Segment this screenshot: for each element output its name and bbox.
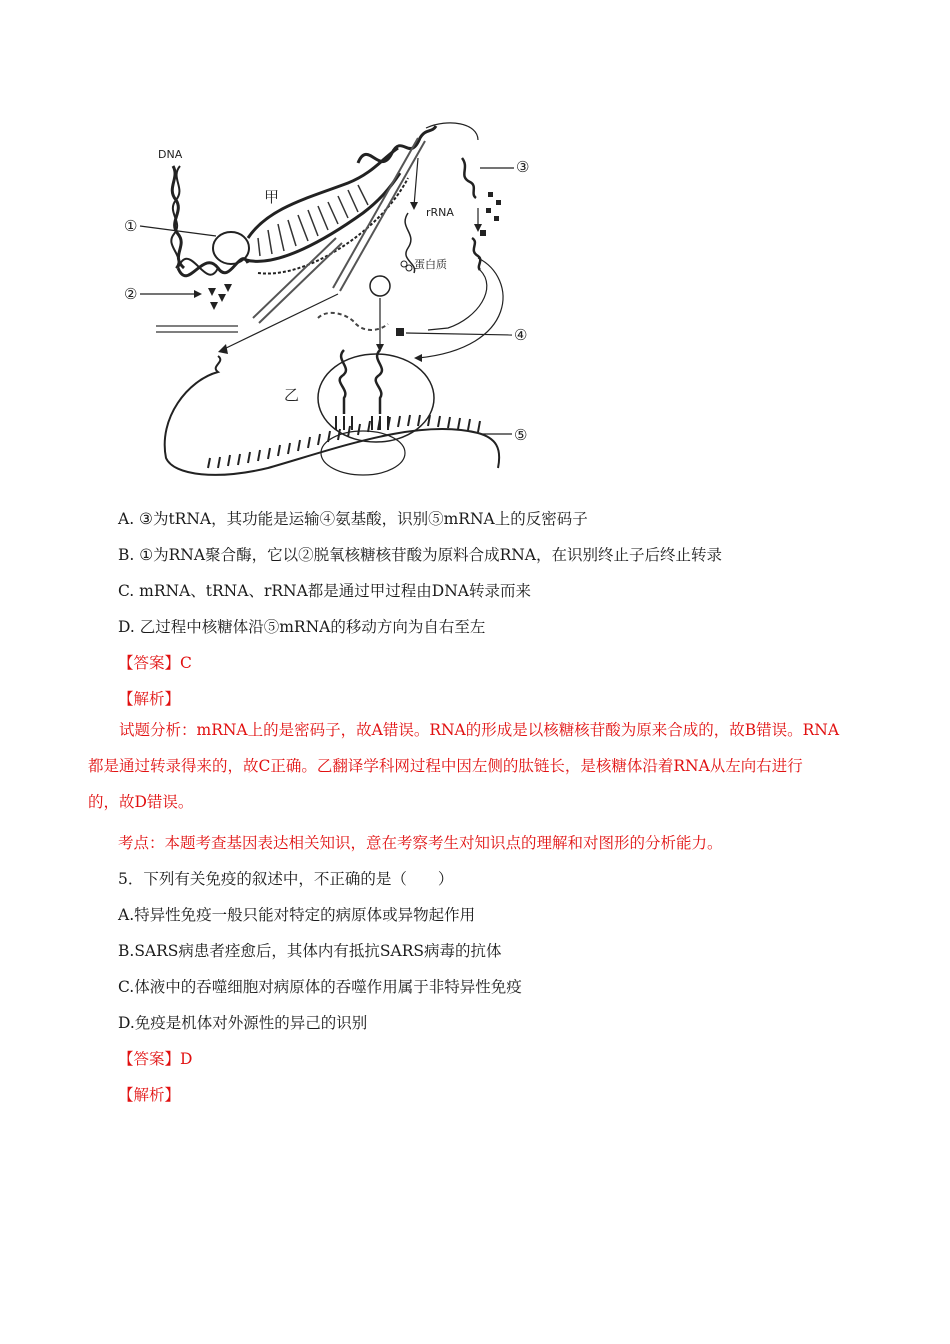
q5-stem: 5．下列有关免疫的叙述中，不正确的是（ ） — [118, 870, 454, 888]
q4-analysis-line-1 — [88, 712, 868, 748]
trna-return-path — [418, 258, 503, 358]
q4-option-a: A. ③为tRNA，其功能是运输④氨基酸，识别⑤mRNA上的反密码子 — [118, 510, 588, 528]
rna-strand-3 — [253, 238, 336, 318]
q4-kaodian: 考点：本题考查基因表达相关知识，意在考察考生对知识点的理解和对图形的分析能力。 — [118, 834, 723, 852]
trna-path — [428, 270, 487, 330]
q5-analysis-bracket: 【解析】 — [118, 1086, 181, 1104]
rna-polymerase — [213, 232, 249, 264]
diagram-svg — [118, 118, 538, 490]
q4-option-d: D. 乙过程中核糖体沿⑤mRNA的移动方向为自右至左 — [118, 618, 486, 636]
amino-acids — [486, 192, 501, 221]
label-3: ③ — [516, 158, 530, 176]
rna-strand-4 — [259, 243, 342, 323]
label-2: ② — [124, 285, 138, 303]
q4-analysis-line-3: 的，故D错误。 — [88, 793, 194, 811]
q5-answer-value: D — [180, 1050, 193, 1068]
q4-option-c: C. mRNA、tRNA、rRNA都是通过甲过程由DNA转录而来 — [118, 582, 531, 600]
q5-option-c: C.体液中的吞噬细胞对病原体的吞噬作用属于非特异性免疫 — [118, 978, 522, 996]
protein-dot-2 — [406, 265, 412, 271]
pointer-4 — [406, 333, 512, 335]
rrna-arrow-line — [414, 158, 418, 206]
ribosome-trna-1 — [340, 350, 346, 414]
protein-label: 蛋白质 — [414, 258, 447, 271]
dna-helix-top — [358, 126, 436, 163]
rrna-label: rRNA — [426, 206, 454, 219]
q4-analysis-text — [88, 712, 868, 820]
label-5: ⑤ — [514, 426, 528, 444]
gene-expression-diagram — [118, 118, 538, 490]
mrna-strand — [165, 356, 499, 475]
q4-analysis-line-1-text: 试题分析：mRNA上的是密码子，故A错误。RNA的形成是以核糖核苷酸为原来合成的，故B错误。RNA — [119, 721, 840, 739]
amino-acid-4 — [396, 328, 404, 336]
trna-molecule — [462, 158, 476, 198]
ribosome-subunit — [370, 276, 390, 296]
return-arrowhead — [414, 354, 422, 362]
q5-option-b: B.SARS病患者痊愈后，其体内有抵抗SARS病毒的抗体 — [118, 942, 502, 960]
yi-label: 乙 — [284, 386, 300, 404]
q4-option-b: B. ①为RNA聚合酶，它以②脱氧核糖核苷酸为原料合成RNA，在识别终止子后终止转录 — [118, 546, 722, 564]
q5-option-d: D.免疫是机体对外源性的异己的识别 — [118, 1014, 368, 1032]
label-4: ④ — [514, 326, 528, 344]
q4-analysis-bracket: 【解析】 — [118, 690, 181, 708]
label-1: ① — [124, 217, 138, 235]
q4-analysis-heading — [118, 688, 180, 710]
q4-answer-value: C — [180, 654, 192, 672]
q5-answer-bracket: 【答案】 — [118, 1050, 181, 1068]
q4-answer — [118, 652, 192, 674]
q5-answer — [118, 1048, 192, 1070]
dna-label: DNA — [158, 148, 183, 161]
q4-analysis-line-2: 都是通过转录得来的，故C正确。乙翻译学科网过程中因左侧的肽链长，是核糖体沿着RNA从左向右进行 — [88, 757, 803, 775]
anticodon-teeth — [336, 416, 388, 430]
q4-answer-bracket: 【答案】 — [118, 654, 181, 672]
peptide-chain — [318, 313, 388, 330]
mrna-arrowhead — [218, 344, 228, 354]
pointer-2-arrow — [194, 290, 202, 298]
jia-label: 甲 — [264, 188, 280, 206]
rrna-arrowhead — [410, 202, 418, 210]
charged-trna — [472, 238, 480, 270]
ribosome-small-subunit — [321, 431, 405, 475]
q5-option-a: A.特异性免疫一般只能对特定的病原体或异物起作用 — [118, 906, 476, 924]
loop-top — [426, 123, 478, 140]
ribosome-trna-2 — [376, 350, 382, 414]
nucleotides — [208, 284, 232, 310]
q5-analysis-heading — [118, 1084, 180, 1106]
charged-aa — [480, 230, 486, 236]
